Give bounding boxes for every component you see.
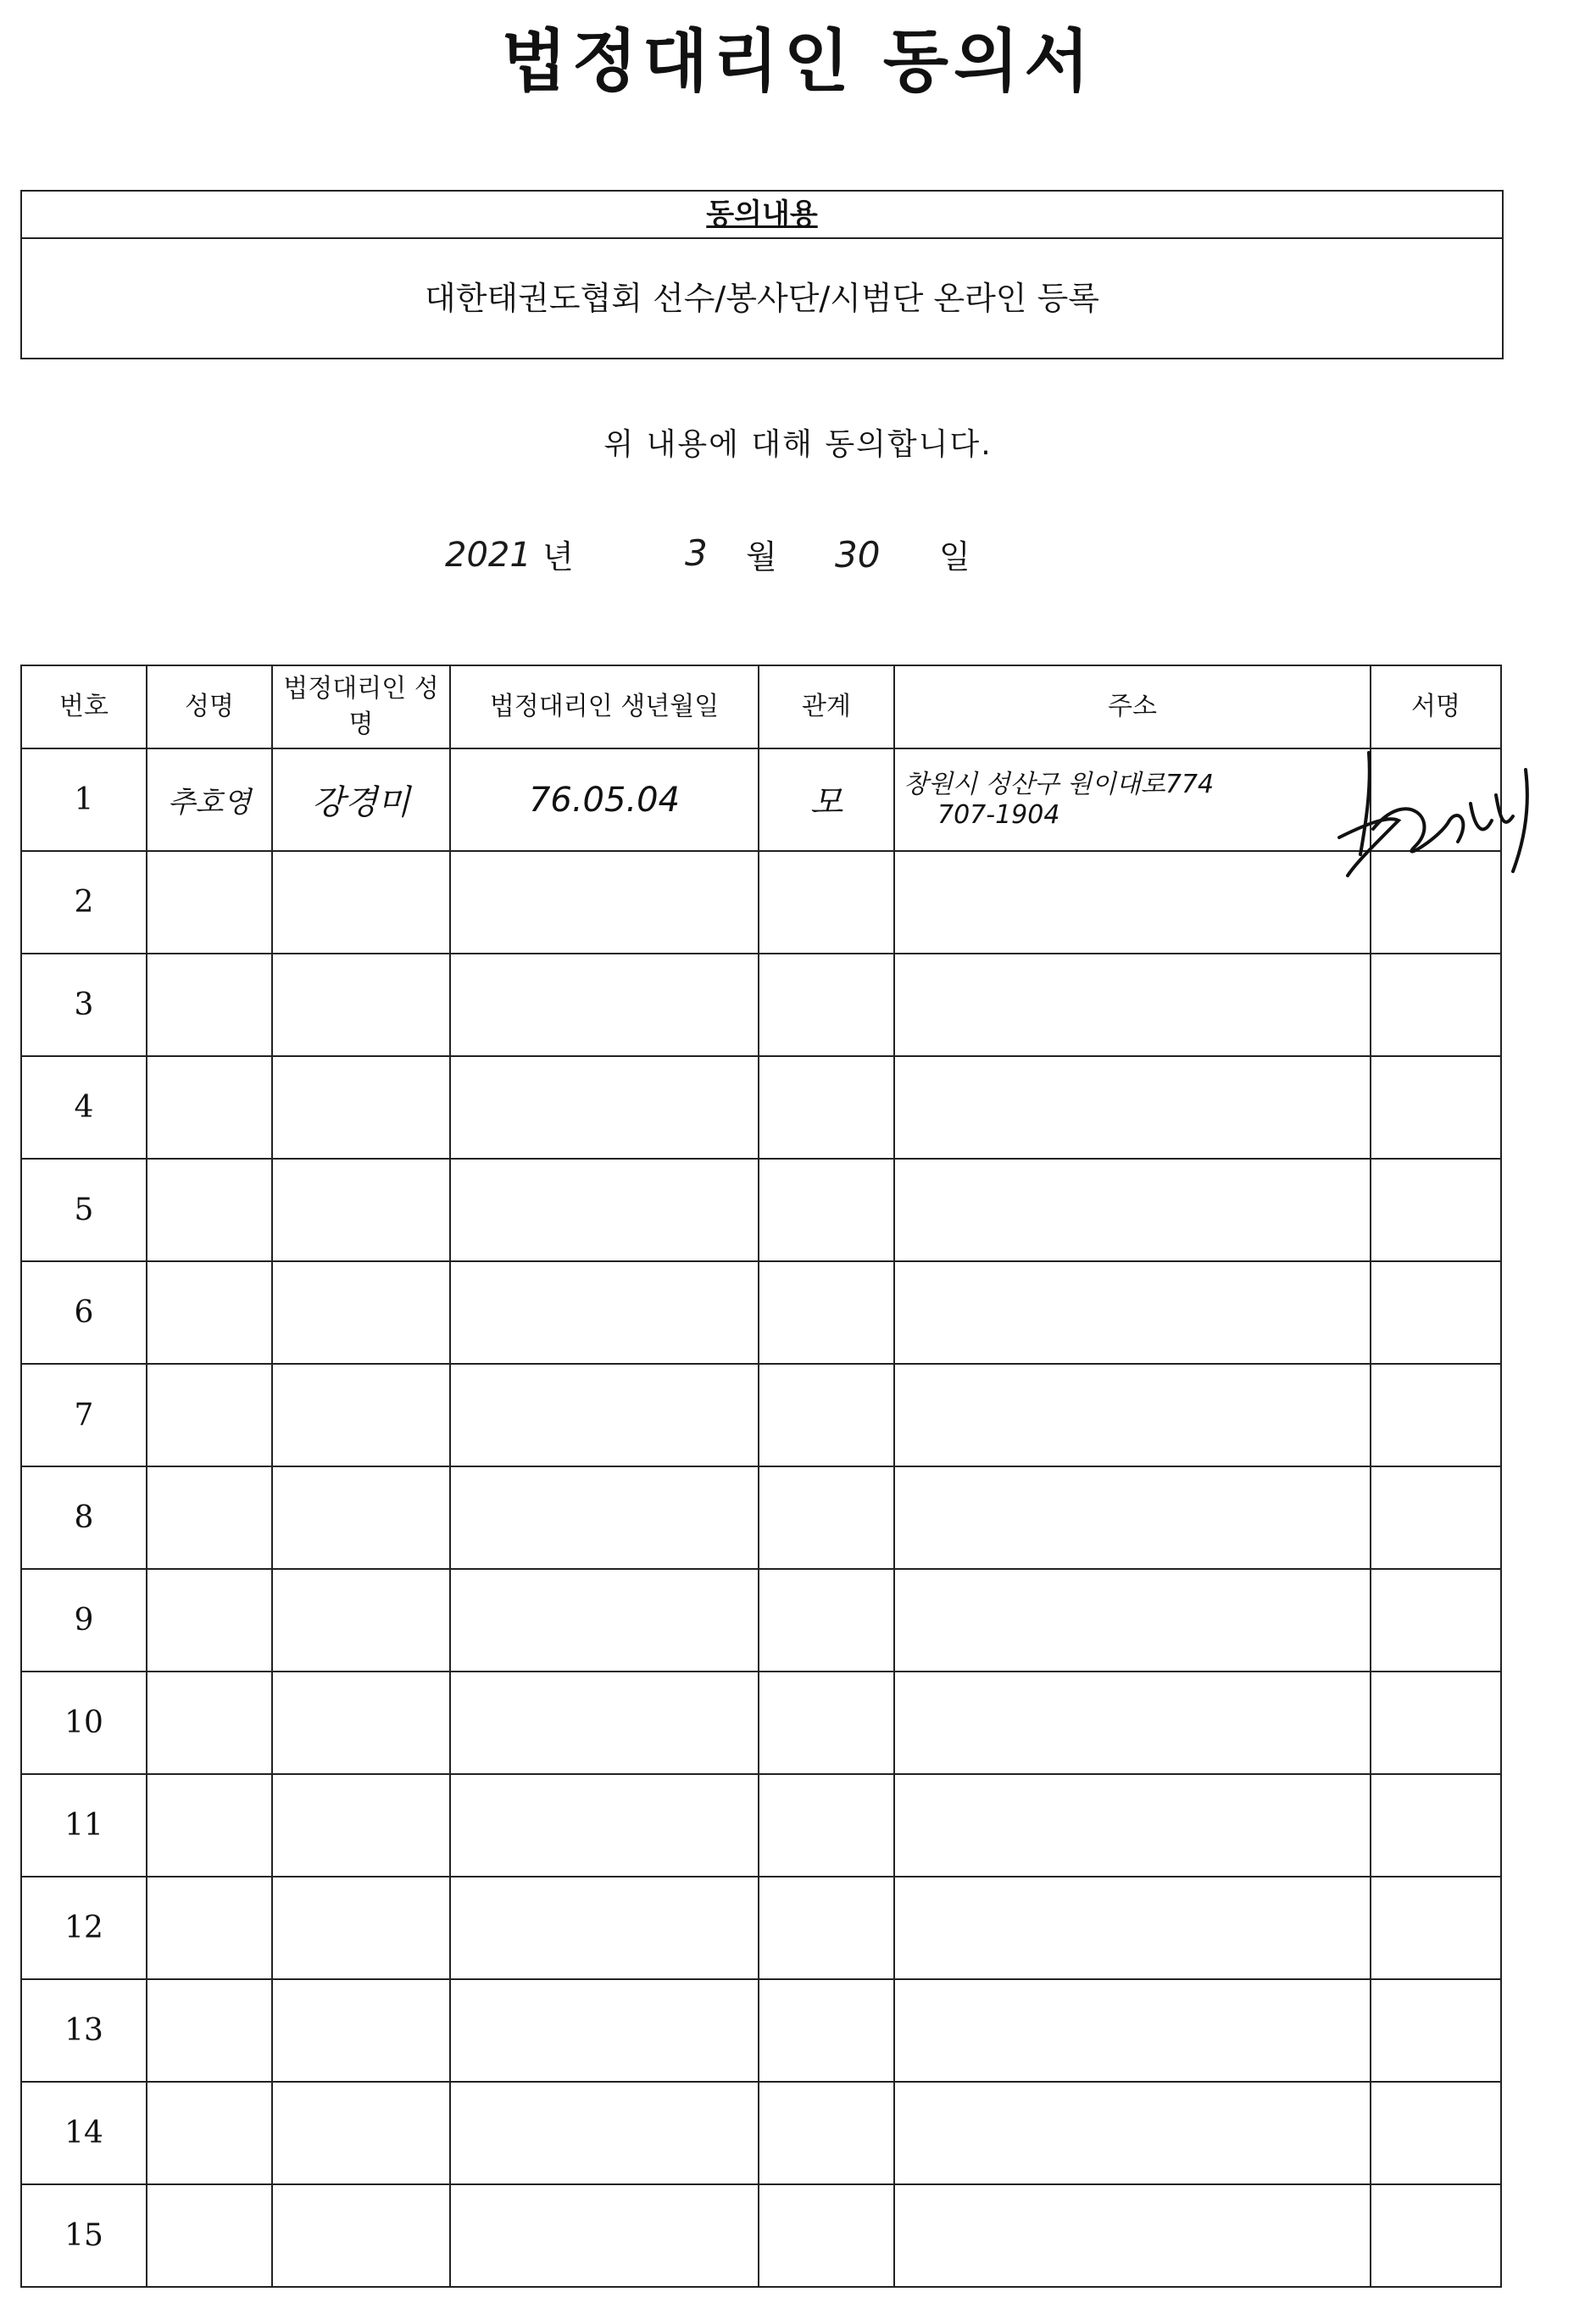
table-row <box>21 1979 1501 2082</box>
row-number: 5 <box>21 1159 147 1261</box>
row-guardian-birth <box>450 1569 759 1672</box>
row-address <box>894 1159 1371 1261</box>
row-guardian-birth <box>450 2082 759 2184</box>
row-signature-cell <box>1371 1979 1501 2082</box>
row-name <box>147 1364 272 1466</box>
row-relation: 모 <box>759 748 894 851</box>
row-address <box>894 748 1371 851</box>
row-guardian-birth <box>450 1672 759 1774</box>
table-row <box>21 2184 1501 2287</box>
row-address <box>894 1774 1371 1877</box>
table-row <box>21 1056 1501 1159</box>
row-guardian-name <box>272 1159 450 1261</box>
row-guardian-name <box>272 1569 450 1672</box>
row-number: 9 <box>21 1569 147 1672</box>
row-name <box>147 2082 272 2184</box>
row-relation <box>759 1159 894 1261</box>
row-name <box>147 851 272 954</box>
table-row <box>21 1877 1501 1979</box>
row-name <box>147 1056 272 1159</box>
row-guardian-birth: 76.05.04 <box>450 748 759 851</box>
table-row <box>21 2082 1501 2184</box>
table-row <box>21 1466 1501 1569</box>
row-guardian-birth <box>450 1364 759 1466</box>
consent-header <box>22 192 1502 239</box>
header-guardian-birth: 법정대리인 생년월일 <box>450 665 759 748</box>
row-guardian-name <box>272 2082 450 2184</box>
date-day-unit: 일 <box>939 538 970 576</box>
row-signature-cell <box>1371 2184 1501 2287</box>
row-name <box>147 2184 272 2287</box>
row-guardian-birth <box>450 851 759 954</box>
row-guardian-name <box>272 954 450 1056</box>
row-guardian-birth <box>450 1877 759 1979</box>
row-address-line2: 707-1904 <box>937 799 1060 830</box>
row-address <box>894 1466 1371 1569</box>
row-number: 12 <box>21 1877 147 1979</box>
table-row <box>21 954 1501 1056</box>
row-signature-cell <box>1371 1774 1501 1877</box>
row-relation <box>759 954 894 1056</box>
consent-content-box <box>20 190 1504 359</box>
consent-header-label: 동의내용 <box>706 197 818 231</box>
row-guardian-birth <box>450 1261 759 1364</box>
consent-body-text: 대한태권도협회 선수/봉사단/시범단 온라인 등록 <box>424 280 1099 317</box>
row-name <box>147 1774 272 1877</box>
row-guardian-birth <box>450 1159 759 1261</box>
row-signature-cell <box>1371 1877 1501 1979</box>
row-guardian-name: 강경미 <box>272 748 450 851</box>
row-relation <box>759 1466 894 1569</box>
row-number: 6 <box>21 1261 147 1364</box>
agreement-statement: 위 내용에 대해 동의합니다. <box>603 427 993 462</box>
document-title: 법정대리인 동의서 <box>501 21 1095 101</box>
row-relation <box>759 1672 894 1774</box>
row-guardian-name <box>272 1056 450 1159</box>
row-address <box>894 1364 1371 1466</box>
row-relation <box>759 1261 894 1364</box>
row-guardian-name <box>272 1364 450 1466</box>
row-guardian-birth <box>450 954 759 1056</box>
date-day-value: 30 <box>835 534 881 576</box>
table-row <box>21 1672 1501 1774</box>
row-signature-cell <box>1371 1159 1501 1261</box>
row-number: 10 <box>21 1672 147 1774</box>
row-number: 3 <box>21 954 147 1056</box>
table-row <box>21 1159 1501 1261</box>
table-row <box>21 1261 1501 1364</box>
row-relation <box>759 1056 894 1159</box>
row-name <box>147 1466 272 1569</box>
row-relation <box>759 1877 894 1979</box>
row-number: 2 <box>21 851 147 954</box>
row-signature-cell <box>1371 1569 1501 1672</box>
row-relation <box>759 2184 894 2287</box>
header-relation: 관계 <box>759 665 894 748</box>
row-number: 1 <box>21 748 147 851</box>
table-body <box>21 748 1501 2287</box>
row-address <box>894 851 1371 954</box>
row-signature-cell <box>1371 1056 1501 1159</box>
row-name: 추호영 <box>147 748 272 851</box>
row-name <box>147 1672 272 1774</box>
table-row <box>21 1364 1501 1466</box>
row-signature-cell <box>1371 1672 1501 1774</box>
row-relation <box>759 2082 894 2184</box>
handwritten-signature <box>1322 736 1577 880</box>
row-signature-cell <box>1371 2082 1501 2184</box>
header-number: 번호 <box>21 665 147 748</box>
row-name <box>147 1877 272 1979</box>
row-relation <box>759 1774 894 1877</box>
row-guardian-name <box>272 1979 450 2082</box>
table-header-row <box>21 665 1501 748</box>
header-name: 성명 <box>147 665 272 748</box>
table-row <box>21 1774 1501 1877</box>
header-address: 주소 <box>894 665 1371 748</box>
table-row <box>21 1569 1501 1672</box>
header-guardian-name: 법정대리인 성명 <box>272 665 450 748</box>
row-guardian-birth <box>450 1466 759 1569</box>
row-address-line1: 창원시 성산구 원이대로774 <box>904 769 1215 799</box>
table-row <box>21 851 1501 954</box>
row-guardian-name <box>272 1672 450 1774</box>
row-name <box>147 954 272 1056</box>
row-relation <box>759 1364 894 1466</box>
row-guardian-birth <box>450 2184 759 2287</box>
row-signature-cell <box>1371 954 1501 1056</box>
row-name <box>147 1979 272 2082</box>
table-row <box>21 748 1501 851</box>
row-number: 8 <box>21 1466 147 1569</box>
row-number: 11 <box>21 1774 147 1877</box>
header-signature: 서명 <box>1371 665 1501 748</box>
row-number: 4 <box>21 1056 147 1159</box>
date-year-value: 2021 <box>445 536 531 575</box>
date-month-value: 3 <box>685 532 708 574</box>
row-name <box>147 1261 272 1364</box>
row-number: 7 <box>21 1364 147 1466</box>
row-signature-cell <box>1371 1466 1501 1569</box>
row-relation <box>759 1979 894 2082</box>
row-number: 15 <box>21 2184 147 2287</box>
row-guardian-name <box>272 1774 450 1877</box>
row-address <box>894 2184 1371 2287</box>
row-guardian-name <box>272 1877 450 1979</box>
guardian-table <box>20 665 1502 2288</box>
row-address <box>894 954 1371 1056</box>
date-month-unit: 월 <box>746 538 777 576</box>
row-address <box>894 1672 1371 1774</box>
date-year-unit: 년 <box>542 538 574 576</box>
row-guardian-birth <box>450 1774 759 1877</box>
row-name <box>147 1569 272 1672</box>
row-address <box>894 1056 1371 1159</box>
row-guardian-name <box>272 1261 450 1364</box>
row-relation <box>759 1569 894 1672</box>
row-address <box>894 1877 1371 1979</box>
row-guardian-birth <box>450 1979 759 2082</box>
row-guardian-birth <box>450 1056 759 1159</box>
row-address <box>894 1261 1371 1364</box>
row-signature-cell <box>1371 1364 1501 1466</box>
row-name <box>147 1159 272 1261</box>
row-address <box>894 1569 1371 1672</box>
row-relation <box>759 851 894 954</box>
row-guardian-name <box>272 2184 450 2287</box>
row-number: 14 <box>21 2082 147 2184</box>
row-address <box>894 2082 1371 2184</box>
row-number: 13 <box>21 1979 147 2082</box>
row-signature-cell <box>1371 1261 1501 1364</box>
row-guardian-name <box>272 1466 450 1569</box>
row-guardian-name <box>272 851 450 954</box>
row-address <box>894 1979 1371 2082</box>
